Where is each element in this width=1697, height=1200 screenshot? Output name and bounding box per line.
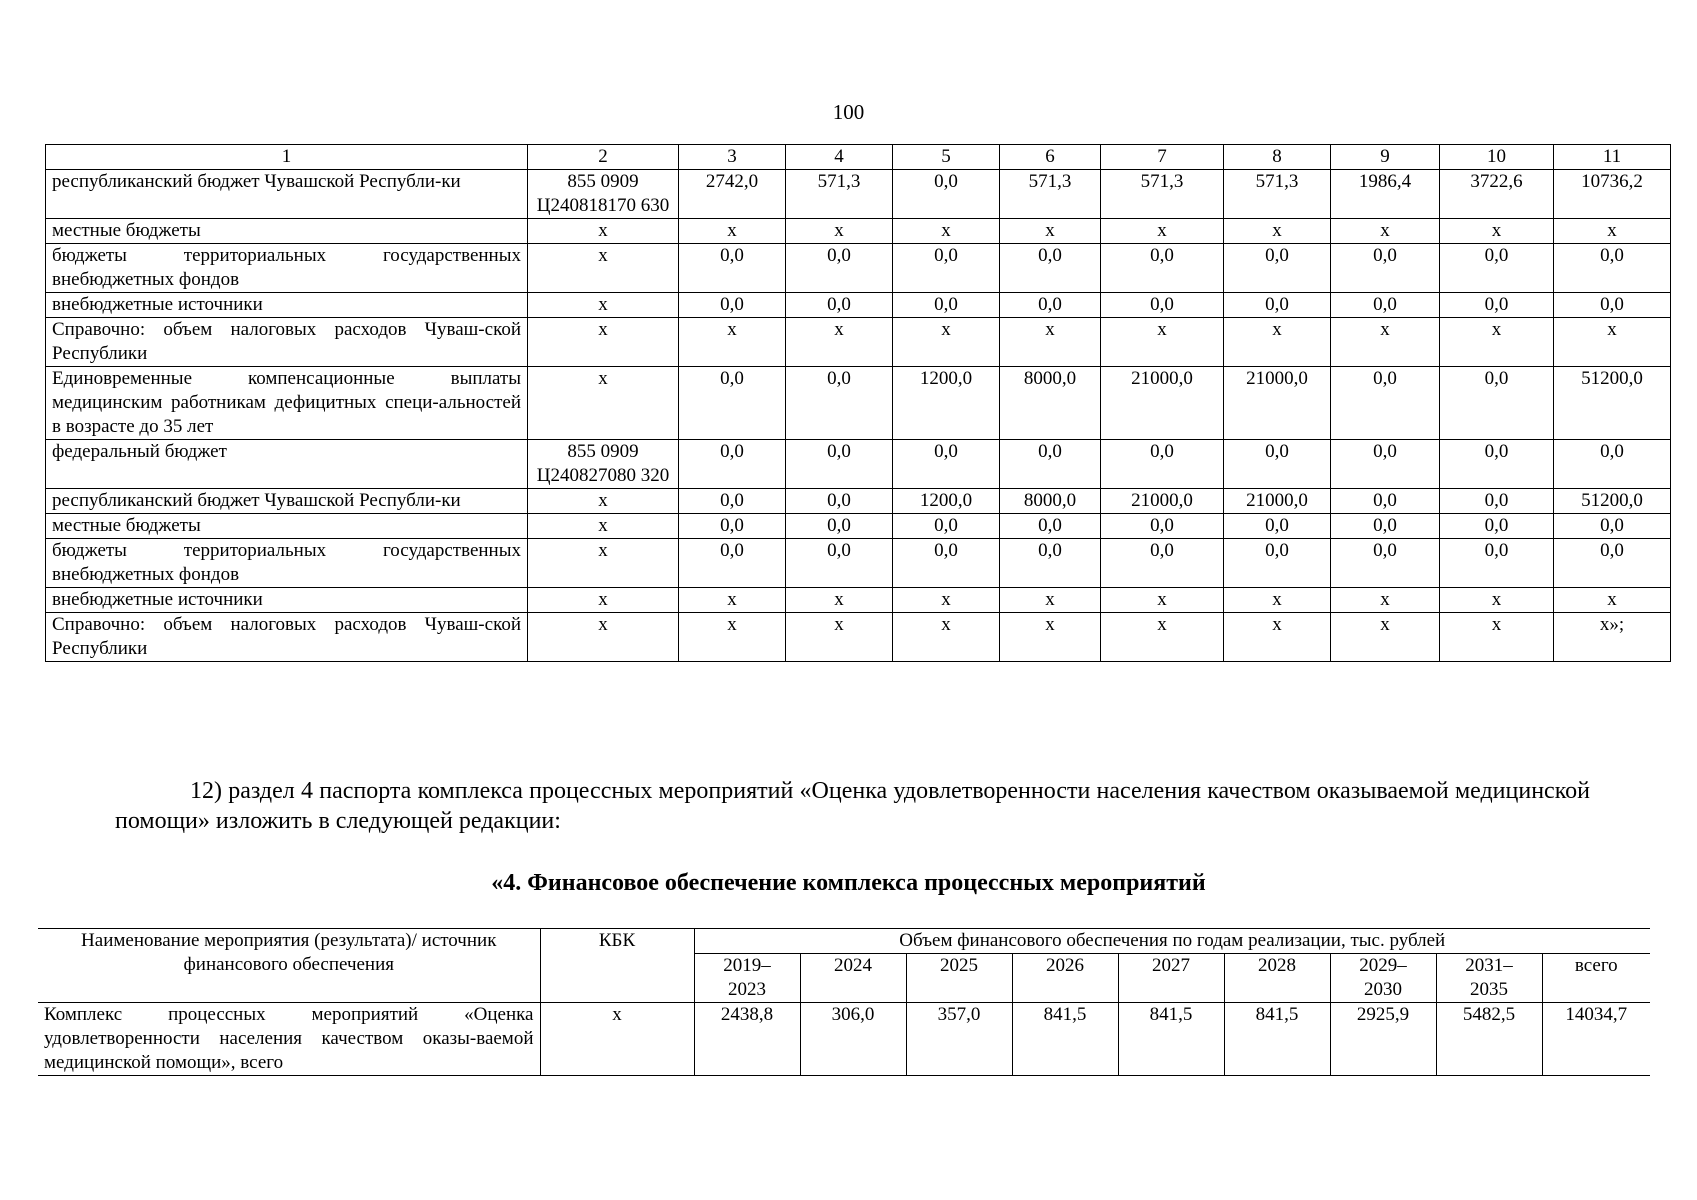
value-cell: 0,0 xyxy=(786,244,893,293)
column-number: 8 xyxy=(1224,145,1331,170)
value-cell: 0,0 xyxy=(1554,539,1671,588)
page-number: 100 xyxy=(832,100,865,124)
value-cell: 0,0 xyxy=(1224,514,1331,539)
value-cell: 0,0 xyxy=(786,293,893,318)
kbk-code: х xyxy=(528,318,679,367)
table-row xyxy=(46,514,1671,539)
value-cell: х xyxy=(1101,613,1224,662)
table-row xyxy=(46,318,1671,367)
header-year: 2019– 2023 xyxy=(694,954,800,1003)
value-cell: 0,0 xyxy=(1440,539,1554,588)
value-cell: 8000,0 xyxy=(1000,367,1101,440)
value-cell: х xyxy=(1000,588,1101,613)
value-cell: 0,0 xyxy=(1101,293,1224,318)
value-cell: 0,0 xyxy=(1101,244,1224,293)
column-number: 10 xyxy=(1440,145,1554,170)
value-cell: х xyxy=(1440,588,1554,613)
column-number: 3 xyxy=(679,145,786,170)
row-name: Справочно: объем налоговых расходов Чуваш-ской Республики xyxy=(46,613,528,662)
header-year: 2026 xyxy=(1012,954,1118,1003)
row-name: Единовременные компенсационные выплаты медицинским работникам дефицитных специ-альностей в возрасте до 35 лет xyxy=(46,367,528,440)
table-row xyxy=(46,367,1671,440)
value-cell: 571,3 xyxy=(1101,170,1224,219)
value-cell: х xyxy=(1000,219,1101,244)
kbk-code: х xyxy=(528,588,679,613)
table-row xyxy=(46,293,1671,318)
header-row xyxy=(38,929,1650,954)
table-row xyxy=(46,440,1671,489)
value-cell: х xyxy=(1101,219,1224,244)
value-cell: 0,0 xyxy=(1101,440,1224,489)
value-cell: 0,0 xyxy=(1440,514,1554,539)
value-cell: 306,0 xyxy=(800,1003,906,1076)
value-cell: 0,0 xyxy=(679,244,786,293)
row-name: бюджеты территориальных государственных внебюджетных фондов xyxy=(46,539,528,588)
kbk-code: х xyxy=(540,1003,694,1076)
funding-table xyxy=(38,928,1650,1076)
row-name: Справочно: объем налоговых расходов Чуваш-ской Республики xyxy=(46,318,528,367)
row-name: федеральный бюджет xyxy=(46,440,528,489)
value-cell: 0,0 xyxy=(1440,244,1554,293)
row-name: Комплекс процессных мероприятий «Оценка удовлетворенности населения качеством оказы-ваемой медицинской помощи», всего xyxy=(38,1003,540,1076)
value-cell: х xyxy=(1331,613,1440,662)
row-name: местные бюджеты xyxy=(46,219,528,244)
value-cell: 0,0 xyxy=(786,489,893,514)
value-cell: 0,0 xyxy=(679,367,786,440)
value-cell: 841,5 xyxy=(1118,1003,1224,1076)
kbk-code: х xyxy=(528,219,679,244)
value-cell: 0,0 xyxy=(1224,244,1331,293)
value-cell: 1200,0 xyxy=(893,489,1000,514)
value-cell: 1200,0 xyxy=(893,367,1000,440)
value-cell: 0,0 xyxy=(1331,440,1440,489)
column-number: 9 xyxy=(1331,145,1440,170)
value-cell: 1986,4 xyxy=(1331,170,1440,219)
value-cell: 0,0 xyxy=(893,514,1000,539)
value-cell: 0,0 xyxy=(893,170,1000,219)
value-cell: 10736,2 xyxy=(1554,170,1671,219)
value-cell: х xyxy=(893,318,1000,367)
kbk-code: х xyxy=(528,613,679,662)
row-name: бюджеты территориальных государственных внебюджетных фондов xyxy=(46,244,528,293)
value-cell: х xyxy=(786,219,893,244)
value-cell: 0,0 xyxy=(786,440,893,489)
header-year: 2027 xyxy=(1118,954,1224,1003)
value-cell: 0,0 xyxy=(893,244,1000,293)
value-cell: 0,0 xyxy=(679,489,786,514)
value-cell: 0,0 xyxy=(1331,539,1440,588)
value-cell: х»; xyxy=(1554,613,1671,662)
value-cell: 21000,0 xyxy=(1224,489,1331,514)
value-cell: х xyxy=(679,318,786,367)
value-cell: х xyxy=(679,613,786,662)
column-number: 1 xyxy=(46,145,528,170)
table-row xyxy=(46,613,1671,662)
value-cell: 5482,5 xyxy=(1436,1003,1542,1076)
value-cell: х xyxy=(786,613,893,662)
value-cell: х xyxy=(1440,318,1554,367)
value-cell: 0,0 xyxy=(1000,440,1101,489)
section-title: «4. Финансовое обеспечение комплекса процессных мероприятий xyxy=(491,870,1206,896)
value-cell: 3722,6 xyxy=(1440,170,1554,219)
value-cell: х xyxy=(1224,219,1331,244)
value-cell: 0,0 xyxy=(1101,514,1224,539)
value-cell: х xyxy=(1000,613,1101,662)
table-row xyxy=(46,539,1671,588)
value-cell: х xyxy=(1331,219,1440,244)
value-cell: х xyxy=(1101,318,1224,367)
kbk-code: х xyxy=(528,367,679,440)
value-cell: х xyxy=(1554,318,1671,367)
row-name: республиканский бюджет Чувашской Республи-ки xyxy=(46,489,528,514)
value-cell: 2925,9 xyxy=(1330,1003,1436,1076)
value-cell: 0,0 xyxy=(1000,514,1101,539)
value-cell: 0,0 xyxy=(1224,539,1331,588)
value-cell: 0,0 xyxy=(786,514,893,539)
value-cell: 51200,0 xyxy=(1554,367,1671,440)
value-cell: 0,0 xyxy=(679,539,786,588)
value-cell: х xyxy=(679,219,786,244)
value-cell: 0,0 xyxy=(786,367,893,440)
table-row xyxy=(38,1003,1650,1076)
value-cell: х xyxy=(1224,318,1331,367)
value-cell: 0,0 xyxy=(1331,367,1440,440)
value-cell: х xyxy=(1331,318,1440,367)
value-cell: 2438,8 xyxy=(694,1003,800,1076)
table-row xyxy=(46,219,1671,244)
value-cell: х xyxy=(1101,588,1224,613)
value-cell: 841,5 xyxy=(1224,1003,1330,1076)
value-cell: 51200,0 xyxy=(1554,489,1671,514)
value-cell: 0,0 xyxy=(1440,367,1554,440)
value-cell: 0,0 xyxy=(679,440,786,489)
value-cell: х xyxy=(1440,219,1554,244)
value-cell: 8000,0 xyxy=(1000,489,1101,514)
header-volume: Объем финансового обеспечения по годам реализации, тыс. рублей xyxy=(694,929,1650,954)
kbk-code: х xyxy=(528,489,679,514)
column-number: 7 xyxy=(1101,145,1224,170)
value-cell: х xyxy=(893,219,1000,244)
kbk-code: 855 0909 Ц240827080 320 xyxy=(528,440,679,489)
value-cell: 0,0 xyxy=(1554,440,1671,489)
value-cell: 0,0 xyxy=(1331,514,1440,539)
value-cell: 21000,0 xyxy=(1101,489,1224,514)
value-cell: 0,0 xyxy=(1440,293,1554,318)
value-cell: 0,0 xyxy=(1440,440,1554,489)
value-cell: 21000,0 xyxy=(1101,367,1224,440)
value-cell: 0,0 xyxy=(1000,293,1101,318)
column-number: 5 xyxy=(893,145,1000,170)
value-cell: х xyxy=(1554,588,1671,613)
header-year: всего xyxy=(1542,954,1650,1003)
value-cell: 0,0 xyxy=(893,539,1000,588)
kbk-code: х xyxy=(528,514,679,539)
value-cell: 0,0 xyxy=(1000,539,1101,588)
value-cell: 0,0 xyxy=(786,539,893,588)
kbk-code: х xyxy=(528,244,679,293)
row-name: республиканский бюджет Чувашской Республи-ки xyxy=(46,170,528,219)
value-cell: 0,0 xyxy=(1000,244,1101,293)
value-cell: х xyxy=(1000,318,1101,367)
table-row xyxy=(46,244,1671,293)
header-kbk: КБК xyxy=(540,929,694,1003)
value-cell: х xyxy=(1554,219,1671,244)
value-cell: х xyxy=(893,588,1000,613)
value-cell: 0,0 xyxy=(1331,489,1440,514)
value-cell: 0,0 xyxy=(1101,539,1224,588)
value-cell: 14034,7 xyxy=(1542,1003,1650,1076)
value-cell: 0,0 xyxy=(893,293,1000,318)
value-cell: 0,0 xyxy=(1224,293,1331,318)
value-cell: 0,0 xyxy=(679,514,786,539)
column-number: 11 xyxy=(1554,145,1671,170)
value-cell: 0,0 xyxy=(1224,440,1331,489)
row-name: внебюджетные источники xyxy=(46,293,528,318)
column-number: 4 xyxy=(786,145,893,170)
row-name: местные бюджеты xyxy=(46,514,528,539)
value-cell: 2742,0 xyxy=(679,170,786,219)
value-cell: 571,3 xyxy=(1000,170,1101,219)
value-cell: 0,0 xyxy=(1331,293,1440,318)
value-cell: 357,0 xyxy=(906,1003,1012,1076)
table-row xyxy=(46,489,1671,514)
value-cell: х xyxy=(1331,588,1440,613)
column-number-row xyxy=(46,145,1671,170)
value-cell: х xyxy=(1440,613,1554,662)
value-cell: х xyxy=(1224,613,1331,662)
amendment-paragraph: 12) раздел 4 паспорта комплекса процессных мероприятий «Оценка удовлетворенности населения качеством оказываемой медицинской помощи» изложить в следующей редакции: xyxy=(115,778,1590,834)
value-cell: 0,0 xyxy=(893,440,1000,489)
value-cell: х xyxy=(893,613,1000,662)
value-cell: 0,0 xyxy=(1554,244,1671,293)
value-cell: х xyxy=(786,588,893,613)
value-cell: 0,0 xyxy=(1554,293,1671,318)
kbk-code: х xyxy=(528,293,679,318)
header-name: Наименование мероприятия (результата)/ источник финансового обеспечения xyxy=(38,929,540,1003)
header-year: 2031– 2035 xyxy=(1436,954,1542,1003)
header-year: 2028 xyxy=(1224,954,1330,1003)
value-cell: х xyxy=(786,318,893,367)
value-cell: 571,3 xyxy=(786,170,893,219)
value-cell: х xyxy=(679,588,786,613)
column-number: 2 xyxy=(528,145,679,170)
value-cell: 0,0 xyxy=(1554,514,1671,539)
funding-table-continued xyxy=(45,144,1671,662)
row-name: внебюджетные источники xyxy=(46,588,528,613)
value-cell: х xyxy=(1224,588,1331,613)
header-year: 2025 xyxy=(906,954,1012,1003)
value-cell: 0,0 xyxy=(1440,489,1554,514)
value-cell: 21000,0 xyxy=(1224,367,1331,440)
value-cell: 0,0 xyxy=(679,293,786,318)
value-cell: 571,3 xyxy=(1224,170,1331,219)
kbk-code: х xyxy=(528,539,679,588)
table-row xyxy=(46,588,1671,613)
header-year: 2024 xyxy=(800,954,906,1003)
value-cell: 0,0 xyxy=(1331,244,1440,293)
value-cell: 841,5 xyxy=(1012,1003,1118,1076)
header-year: 2029– 2030 xyxy=(1330,954,1436,1003)
table-row xyxy=(46,170,1671,219)
column-number: 6 xyxy=(1000,145,1101,170)
kbk-code: 855 0909 Ц240818170 630 xyxy=(528,170,679,219)
